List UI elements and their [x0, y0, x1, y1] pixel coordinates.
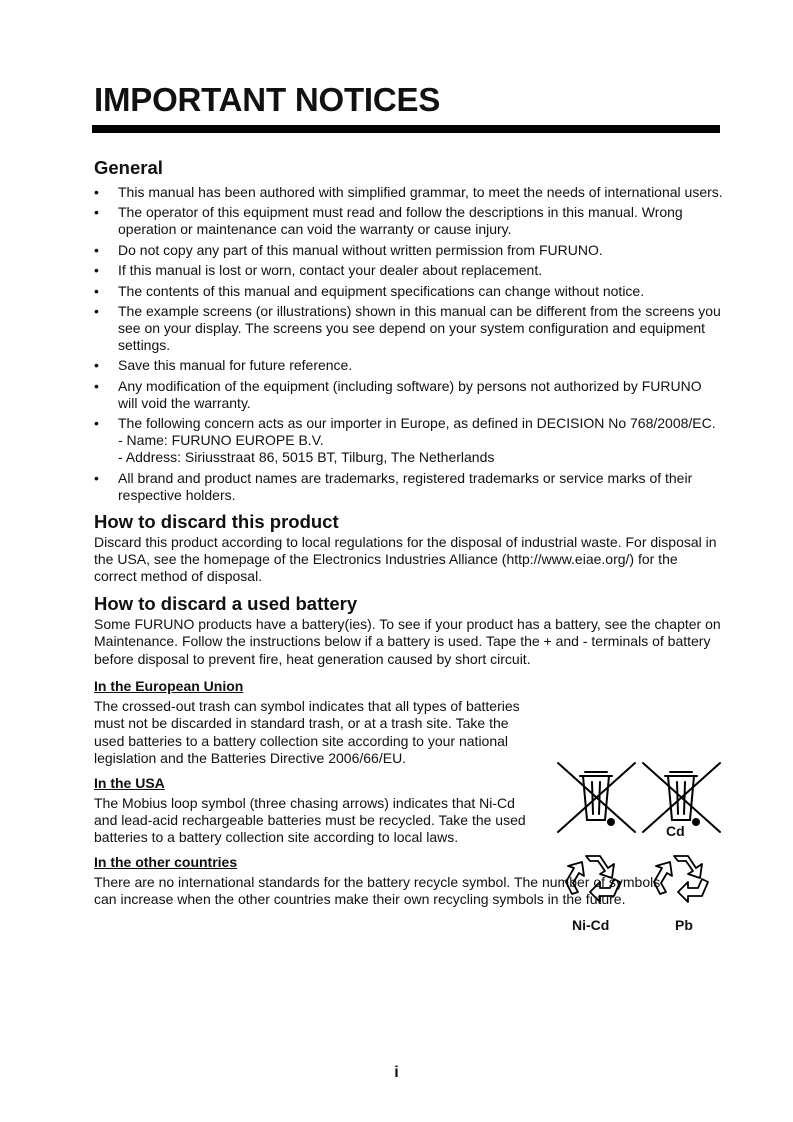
list-item: • If this manual is lost or worn, contact your dealer about replacement.: [94, 262, 543, 279]
list-item: • The following concern acts as our importer in Europe, as defined in DECISION No 768/2008/EC. - Name: FURUNO EUROPE B.V. - Address: Siriusstraat 86, 5015 BT, Tilburg, The Netherlands: [94, 415, 724, 466]
general-heading: General: [94, 157, 163, 178]
eu-subheading: In the European Union: [94, 677, 244, 694]
other-text: There are no international standards for the battery recycle symbol. The number of symbols can increase when the other countries make their own recycling symbols in the future.: [94, 873, 661, 908]
recycle-nicd-icon: [562, 848, 630, 912]
list-item: • The contents of this manual and equipment specifications can change without notice.: [94, 282, 645, 299]
list-item: • Save this manual for future reference.: [94, 357, 353, 374]
page-number: i: [394, 1064, 399, 1081]
discard-product-text: Discard this product according to local regulations for the disposal of industrial waste. For disposal in the USA, see the homepage of the Electronics Industries Alliance (http://www.eiae.org/) for the correct method of disposal.: [94, 533, 717, 585]
discard-battery-heading: How to discard a used battery: [94, 592, 358, 614]
discard-product-heading: How to discard this product: [94, 510, 339, 532]
list-item: • Do not copy any part of this manual without written permission from FURUNO.: [94, 241, 603, 258]
list-item: • The example screens (or illustrations) shown in this manual can be different from the screens you see on your display. The screens you see depend on your system configuration and equipment settings.: [94, 302, 721, 353]
list-item: • The operator of this equipment must read and follow the descriptions in this manual. Wrong operation or maintenance can void the warranty or cause injury.: [94, 204, 683, 238]
importer-name: - Name: FURUNO EUROPE B.V.: [118, 432, 324, 449]
usa-subheading: In the USA: [94, 774, 165, 791]
recycle-pb-icon: [650, 848, 718, 912]
other-subheading: In the other countries: [94, 853, 238, 870]
eu-text: The crossed-out trash can symbol indicates that all types of batteries must not be discarded in standard trash, or at a trash site. Take the used batteries to a battery collection site according to your national legislation and the Batteries Directive 2006/66/EU.: [94, 697, 520, 767]
title-rule: [92, 125, 720, 133]
list-item: • Any modification of the equipment (including software) by persons not authorized by FURUNO will void the warranty.: [94, 377, 702, 411]
cd-label: Cd: [666, 823, 685, 839]
list-item: • This manual has been authored with simplified grammar, to meet the needs of international users.: [94, 184, 723, 200]
list-item: • All brand and product names are trademarks, registered trademarks or service marks of their respective holders.: [94, 469, 693, 503]
pb-label: Pb: [675, 917, 693, 933]
discard-battery-text: Some FURUNO products have a battery(ies). To see if your product has a battery, see the chapter on Maintenance. Follow the instructions below if a battery is used. Tape the + and - terminals of battery before disposal to prevent fire, heat generation caused by short circuit.: [94, 615, 721, 667]
nicd-label: Ni-Cd: [572, 917, 610, 933]
crossed-bin-icon: [555, 758, 639, 836]
battery-symbols: [540, 752, 740, 942]
general-bullet-list: [94, 184, 724, 504]
usa-text: The Mobius loop symbol (three chasing arrows) indicates that Ni-Cd and lead-acid rechargeable batteries must be recycled. Take the used batteries to a battery collection site according to local laws.: [94, 794, 526, 846]
importer-address: - Address: Siriusstraat 86, 5015 BT, Tilburg, The Netherlands: [118, 449, 495, 466]
page-title: IMPORTANT NOTICES: [94, 81, 441, 118]
